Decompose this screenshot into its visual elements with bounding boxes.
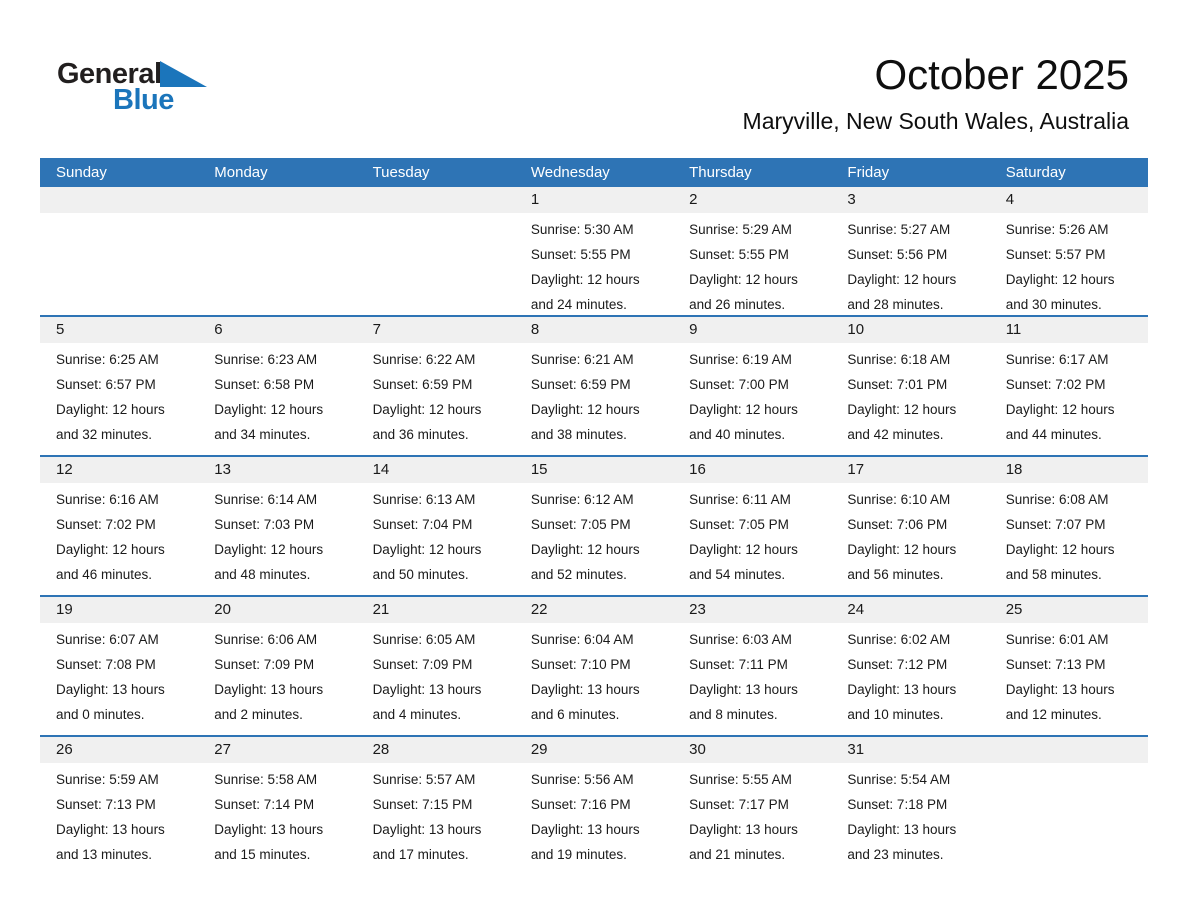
daylight-line-1: Daylight: 13 hours	[372, 822, 482, 837]
sunrise-line: Sunrise: 5:59 AM	[56, 772, 159, 787]
week-row-4	[40, 595, 1148, 735]
sunrise-line: Sunrise: 6:01 AM	[1005, 632, 1109, 647]
weekday-header-wednesday: Wednesday	[530, 164, 610, 181]
sunset-line: Sunset: 7:04 PM	[372, 517, 473, 532]
daylight-line-1: Daylight: 12 hours	[1005, 272, 1115, 287]
daylight-line-2: and 8 minutes.	[689, 707, 778, 722]
day-details	[198, 483, 356, 587]
day-number: 31	[831, 737, 989, 763]
daylight-line-2: and 4 minutes.	[372, 707, 462, 722]
day-cell-18	[990, 457, 1148, 595]
daylight-line-1: Daylight: 13 hours	[689, 822, 798, 837]
daylight-line-2: and 38 minutes.	[530, 427, 627, 442]
daylight-line-1: Daylight: 12 hours	[847, 542, 957, 557]
day-details	[990, 623, 1148, 727]
sunrise-line: Sunrise: 6:08 AM	[1005, 492, 1109, 507]
daylight-line-2: and 10 minutes.	[847, 707, 944, 722]
empty-day-cell	[990, 737, 1148, 875]
sunrise-line: Sunrise: 6:14 AM	[214, 492, 318, 507]
day-number: 6	[198, 317, 356, 343]
day-number: 29	[515, 737, 673, 763]
day-number: 17	[831, 457, 989, 483]
sunrise-line: Sunrise: 6:12 AM	[530, 492, 634, 507]
day-number: 16	[673, 457, 831, 483]
day-details	[40, 763, 198, 867]
daylight-line-2: and 44 minutes.	[1005, 427, 1102, 442]
day-number: 11	[990, 317, 1148, 343]
sunset-line: Sunset: 7:09 PM	[214, 657, 315, 672]
daylight-line-1: Daylight: 12 hours	[214, 402, 324, 417]
sunset-line: Sunset: 7:14 PM	[214, 797, 315, 812]
day-number: 15	[515, 457, 673, 483]
weekday-header-friday: Friday	[847, 164, 890, 181]
sunrise-line: Sunrise: 6:06 AM	[214, 632, 318, 647]
week-row-5	[40, 735, 1148, 875]
sunset-line: Sunset: 7:02 PM	[56, 517, 156, 532]
sunrise-line: Sunrise: 5:29 AM	[689, 222, 792, 237]
sunrise-line: Sunrise: 6:17 AM	[1005, 352, 1109, 367]
day-number: 19	[40, 597, 198, 623]
sunrise-line: Sunrise: 6:11 AM	[689, 492, 791, 507]
daylight-line-1: Daylight: 12 hours	[56, 402, 165, 417]
weekday-header-monday: Monday	[214, 164, 268, 181]
sunrise-line: Sunrise: 6:19 AM	[689, 352, 792, 367]
sunset-line: Sunset: 7:13 PM	[1005, 657, 1106, 672]
daylight-line-2: and 48 minutes.	[214, 567, 311, 582]
weekday-header-tuesday: Tuesday	[372, 164, 430, 181]
week-row-1	[40, 187, 1148, 315]
daylight-line-1: Daylight: 13 hours	[1005, 682, 1115, 697]
title-block	[743, 52, 1129, 136]
sunset-line: Sunset: 7:10 PM	[530, 657, 631, 672]
sunrise-line: Sunrise: 5:57 AM	[372, 772, 476, 787]
day-cell-21	[357, 597, 515, 735]
day-number: 3	[831, 187, 989, 213]
day-details	[831, 623, 989, 727]
empty-day-cell	[198, 187, 356, 315]
sunset-line: Sunset: 7:13 PM	[56, 797, 156, 812]
day-details	[673, 213, 831, 317]
day-details	[357, 763, 515, 867]
daylight-line-1: Daylight: 12 hours	[689, 542, 798, 557]
day-number: 18	[990, 457, 1148, 483]
daylight-line-1: Daylight: 12 hours	[530, 272, 640, 287]
daylight-line-1: Daylight: 13 hours	[689, 682, 798, 697]
daylight-line-1: Daylight: 12 hours	[530, 402, 640, 417]
day-number: 20	[198, 597, 356, 623]
sunrise-line: Sunrise: 5:56 AM	[530, 772, 634, 787]
day-details	[198, 763, 356, 867]
sunrise-line: Sunrise: 6:13 AM	[372, 492, 476, 507]
day-cell-25	[990, 597, 1148, 735]
sunrise-line: Sunrise: 6:21 AM	[530, 352, 634, 367]
day-number: 28	[357, 737, 515, 763]
day-details	[357, 483, 515, 587]
daylight-line-2: and 23 minutes.	[847, 847, 944, 862]
daylight-line-2: and 30 minutes.	[1005, 297, 1102, 312]
empty-day-band	[40, 187, 198, 213]
sunset-line: Sunset: 6:57 PM	[56, 377, 156, 392]
daylight-line-2: and 32 minutes.	[56, 427, 153, 442]
sunset-line: Sunset: 7:06 PM	[847, 517, 948, 532]
daylight-line-1: Daylight: 13 hours	[847, 682, 957, 697]
weekday-header-sunday: Sunday	[56, 164, 107, 181]
week-row-2	[40, 315, 1148, 455]
sunset-line: Sunset: 6:58 PM	[214, 377, 315, 392]
daylight-line-2: and 26 minutes.	[689, 297, 786, 312]
sunset-line: Sunset: 7:18 PM	[847, 797, 948, 812]
day-cell-31	[831, 737, 989, 875]
sunrise-line: Sunrise: 5:30 AM	[530, 222, 634, 237]
empty-day-band	[198, 187, 356, 213]
day-cell-30	[673, 737, 831, 875]
sunset-line: Sunset: 5:56 PM	[847, 247, 948, 262]
sunset-line: Sunset: 5:55 PM	[689, 247, 789, 262]
sunset-line: Sunset: 7:08 PM	[56, 657, 156, 672]
day-number: 25	[990, 597, 1148, 623]
day-details	[515, 343, 673, 447]
sunrise-line: Sunrise: 6:02 AM	[847, 632, 951, 647]
daylight-line-1: Daylight: 13 hours	[530, 682, 640, 697]
sunset-line: Sunset: 7:09 PM	[372, 657, 473, 672]
day-number: 1	[515, 187, 673, 213]
day-cell-26	[40, 737, 198, 875]
daylight-line-1: Daylight: 12 hours	[530, 542, 640, 557]
day-details	[831, 343, 989, 447]
day-details	[357, 343, 515, 447]
day-details	[40, 483, 198, 587]
day-number: 10	[831, 317, 989, 343]
day-cell-7	[357, 317, 515, 455]
daylight-line-2: and 6 minutes.	[530, 707, 620, 722]
sunset-line: Sunset: 7:07 PM	[1005, 517, 1106, 532]
day-details	[990, 483, 1148, 587]
sunset-line: Sunset: 7:03 PM	[214, 517, 315, 532]
day-cell-15	[515, 457, 673, 595]
day-cell-27	[198, 737, 356, 875]
daylight-line-1: Daylight: 12 hours	[372, 542, 482, 557]
day-number: 8	[515, 317, 673, 343]
daylight-line-1: Daylight: 13 hours	[214, 822, 324, 837]
daylight-line-2: and 24 minutes.	[530, 297, 627, 312]
sunset-line: Sunset: 5:55 PM	[530, 247, 631, 262]
day-cell-4	[990, 187, 1148, 315]
day-cell-9	[673, 317, 831, 455]
daylight-line-1: Daylight: 13 hours	[530, 822, 640, 837]
daylight-line-1: Daylight: 12 hours	[214, 542, 324, 557]
day-details	[673, 483, 831, 587]
day-cell-22	[515, 597, 673, 735]
sunset-line: Sunset: 6:59 PM	[372, 377, 473, 392]
day-cell-10	[831, 317, 989, 455]
day-cell-5	[40, 317, 198, 455]
empty-day-band	[357, 187, 515, 213]
daylight-line-2: and 0 minutes.	[56, 707, 145, 722]
daylight-line-1: Daylight: 13 hours	[847, 822, 957, 837]
day-details	[40, 623, 198, 727]
weekday-header-saturday: Saturday	[1005, 164, 1066, 181]
daylight-line-2: and 54 minutes.	[689, 567, 786, 582]
sunrise-line: Sunrise: 6:23 AM	[214, 352, 318, 367]
calendar-table	[40, 158, 1148, 875]
day-details	[990, 213, 1148, 317]
page-title: October 2025	[874, 51, 1129, 98]
sunrise-line: Sunrise: 6:25 AM	[56, 352, 159, 367]
daylight-line-2: and 13 minutes.	[56, 847, 153, 862]
day-details	[673, 343, 831, 447]
week-row-3	[40, 455, 1148, 595]
day-details	[198, 623, 356, 727]
daylight-line-2: and 52 minutes.	[530, 567, 627, 582]
day-cell-3	[831, 187, 989, 315]
general-blue-logo	[57, 58, 277, 128]
sunrise-line: Sunrise: 5:55 AM	[689, 772, 792, 787]
sunrise-line: Sunrise: 6:16 AM	[56, 492, 159, 507]
day-cell-16	[673, 457, 831, 595]
daylight-line-2: and 28 minutes.	[847, 297, 944, 312]
day-details	[515, 763, 673, 867]
sunset-line: Sunset: 7:11 PM	[689, 657, 788, 672]
day-number: 12	[40, 457, 198, 483]
sunset-line: Sunset: 7:15 PM	[372, 797, 473, 812]
daylight-line-1: Daylight: 12 hours	[56, 542, 165, 557]
daylight-line-1: Daylight: 12 hours	[689, 402, 798, 417]
daylight-line-1: Daylight: 13 hours	[214, 682, 324, 697]
sunrise-line: Sunrise: 6:05 AM	[372, 632, 476, 647]
logo-text-general: General	[57, 58, 162, 90]
sunrise-line: Sunrise: 5:58 AM	[214, 772, 318, 787]
day-number: 2	[673, 187, 831, 213]
daylight-line-1: Daylight: 12 hours	[1005, 542, 1115, 557]
day-details	[673, 763, 831, 867]
sunrise-line: Sunrise: 6:04 AM	[530, 632, 634, 647]
empty-day-cell	[357, 187, 515, 315]
day-cell-14	[357, 457, 515, 595]
sunset-line: Sunset: 7:05 PM	[689, 517, 789, 532]
day-details	[831, 763, 989, 867]
day-number: 14	[357, 457, 515, 483]
daylight-line-2: and 56 minutes.	[847, 567, 944, 582]
sunset-line: Sunset: 7:16 PM	[530, 797, 631, 812]
day-cell-6	[198, 317, 356, 455]
day-details	[515, 483, 673, 587]
sunrise-line: Sunrise: 6:03 AM	[689, 632, 792, 647]
day-number: 5	[40, 317, 198, 343]
sunset-line: Sunset: 7:00 PM	[689, 377, 789, 392]
sunset-line: Sunset: 7:05 PM	[530, 517, 631, 532]
day-details	[673, 623, 831, 727]
daylight-line-1: Daylight: 12 hours	[689, 272, 798, 287]
day-cell-17	[831, 457, 989, 595]
empty-day-cell	[40, 187, 198, 315]
daylight-line-2: and 34 minutes.	[214, 427, 311, 442]
day-number: 13	[198, 457, 356, 483]
day-cell-1	[515, 187, 673, 315]
daylight-line-1: Daylight: 12 hours	[372, 402, 482, 417]
day-number: 23	[673, 597, 831, 623]
day-number: 26	[40, 737, 198, 763]
day-number: 22	[515, 597, 673, 623]
daylight-line-2: and 42 minutes.	[847, 427, 944, 442]
daylight-line-2: and 58 minutes.	[1005, 567, 1102, 582]
daylight-line-2: and 2 minutes.	[214, 707, 303, 722]
empty-day-band	[990, 737, 1148, 763]
logo-text-blue: Blue	[113, 84, 174, 116]
day-cell-8	[515, 317, 673, 455]
sunrise-line: Sunrise: 6:10 AM	[847, 492, 951, 507]
page-subtitle: Maryville, New South Wales, Australia	[742, 108, 1129, 135]
day-details	[515, 213, 673, 317]
sunset-line: Sunset: 5:57 PM	[1005, 247, 1106, 262]
day-number: 30	[673, 737, 831, 763]
sunrise-line: Sunrise: 6:07 AM	[56, 632, 159, 647]
day-number: 21	[357, 597, 515, 623]
day-details	[40, 343, 198, 447]
day-cell-12	[40, 457, 198, 595]
sunrise-line: Sunrise: 6:18 AM	[847, 352, 951, 367]
day-details	[831, 213, 989, 317]
daylight-line-2: and 46 minutes.	[56, 567, 153, 582]
daylight-line-1: Daylight: 12 hours	[847, 402, 957, 417]
day-cell-19	[40, 597, 198, 735]
day-cell-20	[198, 597, 356, 735]
day-cell-29	[515, 737, 673, 875]
weekday-header-row	[40, 158, 1148, 187]
day-cell-11	[990, 317, 1148, 455]
sunset-line: Sunset: 7:12 PM	[847, 657, 948, 672]
calendar-grid	[40, 187, 1148, 875]
daylight-line-2: and 15 minutes.	[214, 847, 311, 862]
day-details	[515, 623, 673, 727]
daylight-line-2: and 17 minutes.	[372, 847, 469, 862]
day-number: 4	[990, 187, 1148, 213]
day-number: 7	[357, 317, 515, 343]
sunset-line: Sunset: 7:02 PM	[1005, 377, 1106, 392]
daylight-line-2: and 19 minutes.	[530, 847, 627, 862]
day-number: 27	[198, 737, 356, 763]
sunrise-line: Sunrise: 5:26 AM	[1005, 222, 1109, 237]
sunset-line: Sunset: 7:17 PM	[689, 797, 789, 812]
daylight-line-1: Daylight: 13 hours	[56, 822, 165, 837]
daylight-line-1: Daylight: 12 hours	[847, 272, 957, 287]
sunrise-line: Sunrise: 5:54 AM	[847, 772, 951, 787]
weekday-header-thursday: Thursday	[689, 164, 752, 181]
sunset-line: Sunset: 7:01 PM	[847, 377, 948, 392]
daylight-line-1: Daylight: 12 hours	[1005, 402, 1115, 417]
daylight-line-1: Daylight: 13 hours	[372, 682, 482, 697]
day-details	[357, 623, 515, 727]
sunrise-line: Sunrise: 5:27 AM	[847, 222, 951, 237]
sunrise-line: Sunrise: 6:22 AM	[372, 352, 476, 367]
daylight-line-2: and 21 minutes.	[689, 847, 786, 862]
sunset-line: Sunset: 6:59 PM	[530, 377, 631, 392]
daylight-line-2: and 12 minutes.	[1005, 707, 1102, 722]
day-cell-28	[357, 737, 515, 875]
daylight-line-1: Daylight: 13 hours	[56, 682, 165, 697]
daylight-line-2: and 50 minutes.	[372, 567, 469, 582]
daylight-line-2: and 36 minutes.	[372, 427, 469, 442]
day-cell-23	[673, 597, 831, 735]
day-details	[990, 343, 1148, 447]
day-cell-13	[198, 457, 356, 595]
day-number: 24	[831, 597, 989, 623]
daylight-line-2: and 40 minutes.	[689, 427, 786, 442]
day-details	[831, 483, 989, 587]
day-cell-2	[673, 187, 831, 315]
day-cell-24	[831, 597, 989, 735]
day-number: 9	[673, 317, 831, 343]
day-details	[198, 343, 356, 447]
